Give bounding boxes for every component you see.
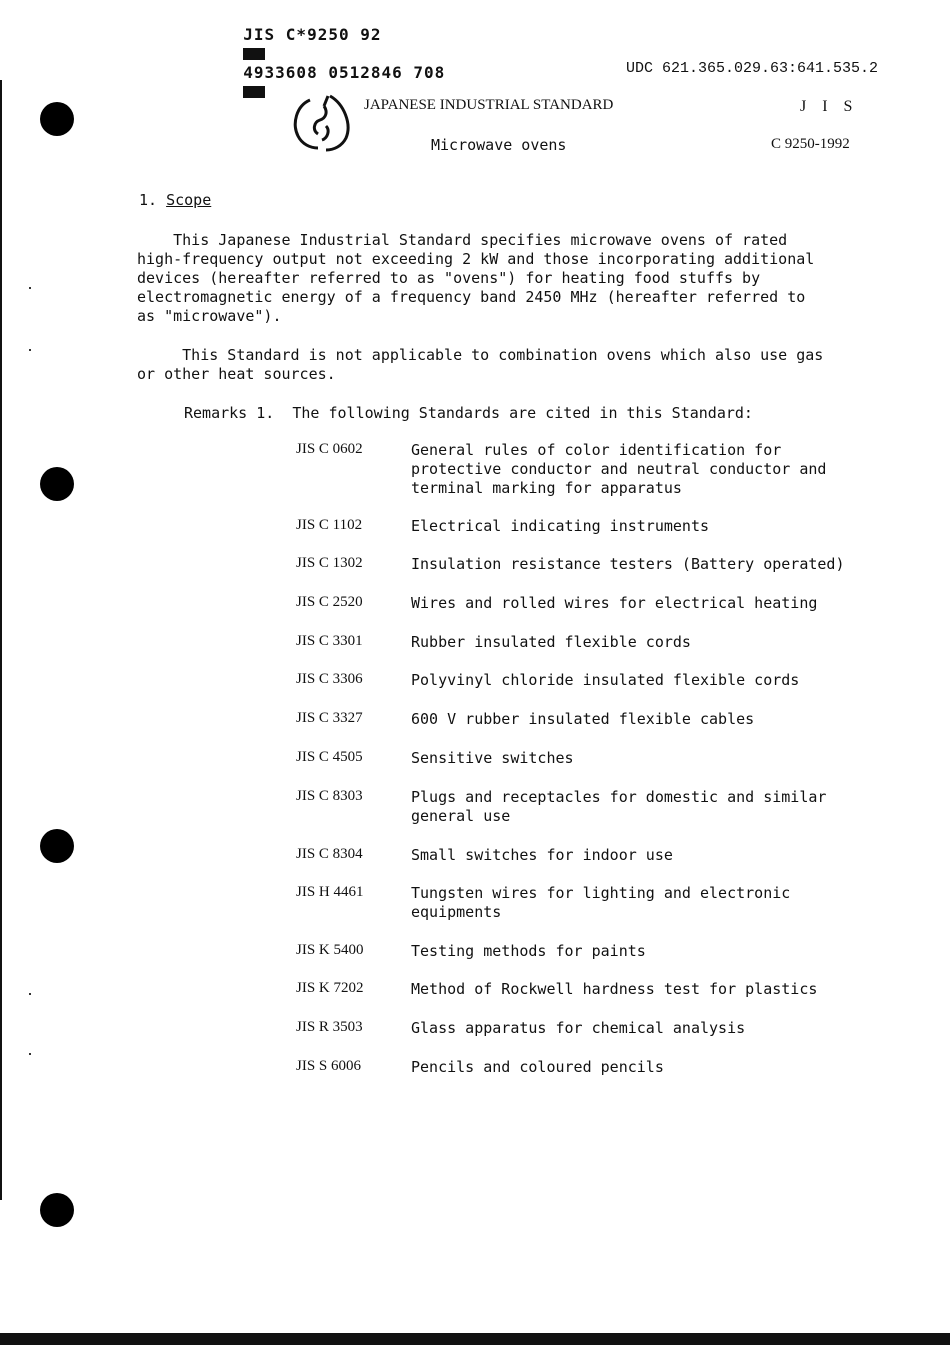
barcode-block-icon (243, 86, 265, 98)
reference-code: JIS C 8303 (296, 788, 363, 804)
scan-left-edge (0, 80, 2, 1200)
section-heading (139, 191, 211, 209)
scan-speck (29, 349, 31, 351)
standard-number: C 9250-1992 (771, 136, 850, 152)
header-code-part2: 4933608 0512846 708 (243, 63, 446, 82)
exclusion-paragraph: This Standard is not applicable to combination ovens which also use gas or other heat sources. (137, 346, 824, 383)
reference-code: JIS R 3503 (296, 1019, 363, 1035)
reference-code: JIS K 5400 (296, 942, 364, 958)
scan-speck (29, 1053, 31, 1055)
punch-hole-icon (40, 1193, 74, 1227)
reference-code: JIS C 1102 (296, 517, 363, 533)
reference-code: JIS C 1302 (296, 555, 363, 571)
reference-title: Rubber insulated flexible cords (411, 633, 691, 651)
scan-bottom-edge (0, 1333, 950, 1345)
udc-number: UDC 621.365.029.63:641.535.2 (625, 60, 878, 77)
scope-paragraph: This Japanese Industrial Standard specifies microwave ovens of rated high-frequency output not exceeding 2 kW and those incorporating additional devices (hereafter referred to as "ovens") for heating food stuffs by electromagnetic energy of a frequency band 2450 MHz (hereafter referred to as "microwave"). (137, 231, 815, 325)
header-document-code (222, 6, 445, 101)
reference-code: JIS C 3301 (296, 633, 363, 649)
punch-hole-icon (40, 102, 74, 136)
reference-title: General rules of color identification for protective conductor and neutral conductor and terminal marking for apparatus (411, 441, 827, 497)
reference-code: JIS C 3306 (296, 671, 363, 687)
reference-code: JIS K 7202 (296, 980, 364, 996)
reference-title: Polyvinyl chloride insulated flexible cords (411, 671, 800, 689)
header-code-part1: JIS C*9250 92 (243, 25, 382, 44)
reference-title: Pencils and coloured pencils (411, 1058, 664, 1076)
reference-title: Wires and rolled wires for electrical heating (411, 594, 818, 612)
barcode-block-icon (243, 48, 265, 60)
reference-code: JIS H 4461 (296, 884, 364, 900)
reference-title: Plugs and receptacles for domestic and similar general use (411, 788, 827, 825)
document-subject: Microwave ovens (431, 136, 567, 154)
reference-code: JIS C 8304 (296, 846, 363, 862)
jis-mark-icon (290, 90, 356, 156)
remarks-intro: Remarks 1. The following Standards are cited in this Standard: (184, 404, 753, 422)
reference-code: JIS S 6006 (296, 1058, 362, 1074)
reference-title: Insulation resistance testers (Battery operated) (411, 555, 845, 573)
punch-hole-icon (40, 467, 74, 501)
reference-title: Method of Rockwell hardness test for plastics (411, 980, 818, 998)
punch-hole-icon (40, 829, 74, 863)
section-number: 1. (139, 191, 158, 209)
standard-title: JAPANESE INDUSTRIAL STANDARD (364, 97, 614, 113)
reference-code: JIS C 0602 (296, 441, 363, 457)
reference-title: Glass apparatus for chemical analysis (411, 1019, 746, 1037)
reference-title: Electrical indicating instruments (411, 517, 710, 535)
reference-title: Tungsten wires for lighting and electronic equipments (411, 884, 791, 921)
reference-title: Sensitive switches (411, 749, 574, 767)
reference-code: JIS C 4505 (296, 749, 363, 765)
reference-title: Small switches for indoor use (411, 846, 673, 864)
reference-title: Testing methods for paints (411, 942, 646, 960)
section-title: Scope (166, 191, 212, 209)
scan-speck (29, 287, 31, 289)
reference-code: JIS C 3327 (296, 710, 363, 726)
reference-code: JIS C 2520 (296, 594, 363, 610)
jis-label: J I S (800, 98, 859, 115)
scan-speck (29, 993, 31, 995)
reference-title: 600 V rubber insulated flexible cables (411, 710, 755, 728)
